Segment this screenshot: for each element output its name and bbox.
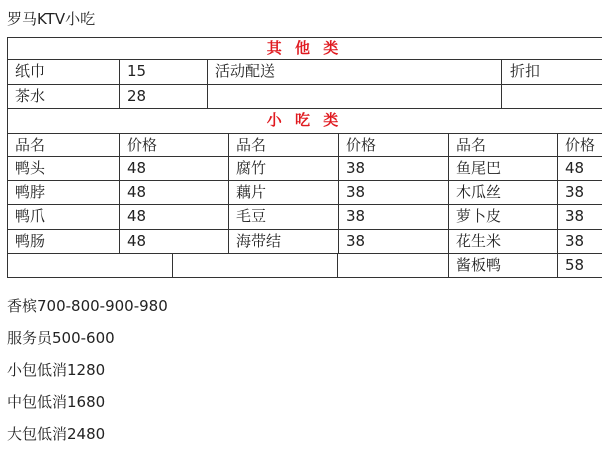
note-line: 香槟700-800-900-980 <box>7 297 168 315</box>
grid-line <box>207 59 208 108</box>
snack-price: 48 <box>127 159 147 177</box>
note-line: 大包低消2480 <box>7 425 106 443</box>
grid-line <box>7 253 602 254</box>
grid-line <box>119 133 120 253</box>
section-header-snacks: 小 吃 类 <box>266 111 343 129</box>
snack-price: 38 <box>346 159 366 177</box>
snack-name: 鸭爪 <box>15 207 46 225</box>
snack-price: 48 <box>565 159 585 177</box>
snack-name: 木瓜丝 <box>456 183 502 201</box>
snack-price: 38 <box>346 232 366 250</box>
snack-name: 鱼尾巴 <box>456 159 502 177</box>
snack-price: 48 <box>127 207 147 225</box>
other-item-name: 茶水 <box>15 87 46 105</box>
grid-line <box>172 253 173 278</box>
note-line: 中包低消1680 <box>7 393 106 411</box>
snack-name: 萝卜皮 <box>456 207 502 225</box>
grid-line <box>7 156 602 157</box>
column-header-name: 品名 <box>15 136 46 154</box>
grid-line <box>501 59 502 108</box>
snack-name: 海带结 <box>236 232 282 250</box>
grid-line <box>338 133 339 253</box>
snack-name: 鸭肠 <box>15 232 46 250</box>
snack-price: 38 <box>565 207 585 225</box>
snack-price: 38 <box>346 207 366 225</box>
column-header-name: 品名 <box>236 136 267 154</box>
column-header-price: 价格 <box>565 136 596 154</box>
grid-line <box>228 133 229 253</box>
grid-line <box>7 277 602 278</box>
snack-price: 58 <box>565 256 585 274</box>
snack-name: 花生米 <box>456 232 502 250</box>
grid-line <box>7 37 8 278</box>
column-header-name: 品名 <box>456 136 487 154</box>
snack-name: 腐竹 <box>236 159 267 177</box>
snack-price: 48 <box>127 232 147 250</box>
other-item-name: 纸巾 <box>15 62 46 80</box>
other-item-note: 活动配送 <box>215 62 276 80</box>
note-line: 小包低消1280 <box>7 361 106 379</box>
snack-price: 38 <box>565 232 585 250</box>
snack-name: 鸭头 <box>15 159 46 177</box>
grid-line <box>7 133 602 134</box>
notes-list <box>7 296 168 456</box>
page-title: 罗马KTV小吃 <box>7 10 96 28</box>
grid-line <box>7 229 602 230</box>
price-table <box>7 37 602 278</box>
grid-line <box>448 133 449 278</box>
snack-name: 毛豆 <box>236 207 267 225</box>
grid-line <box>119 59 120 108</box>
column-header-price: 价格 <box>127 136 158 154</box>
snack-price: 48 <box>127 183 147 201</box>
grid-line <box>7 204 602 205</box>
column-header-price: 价格 <box>346 136 377 154</box>
grid-line <box>7 108 602 109</box>
snack-name: 鸭脖 <box>15 183 46 201</box>
snack-name: 酱板鸭 <box>456 256 502 274</box>
other-item-discount: 折扣 <box>510 62 541 80</box>
note-line: 服务员500-600 <box>7 329 115 347</box>
grid-line <box>7 84 602 85</box>
snack-price: 38 <box>565 183 585 201</box>
section-header-other: 其 他 类 <box>266 39 343 57</box>
grid-line <box>337 253 338 278</box>
snack-name: 藕片 <box>236 183 267 201</box>
other-item-price: 15 <box>127 62 147 80</box>
grid-line <box>7 180 602 181</box>
grid-line <box>557 133 558 278</box>
other-item-price: 28 <box>127 87 147 105</box>
snack-price: 38 <box>346 183 366 201</box>
